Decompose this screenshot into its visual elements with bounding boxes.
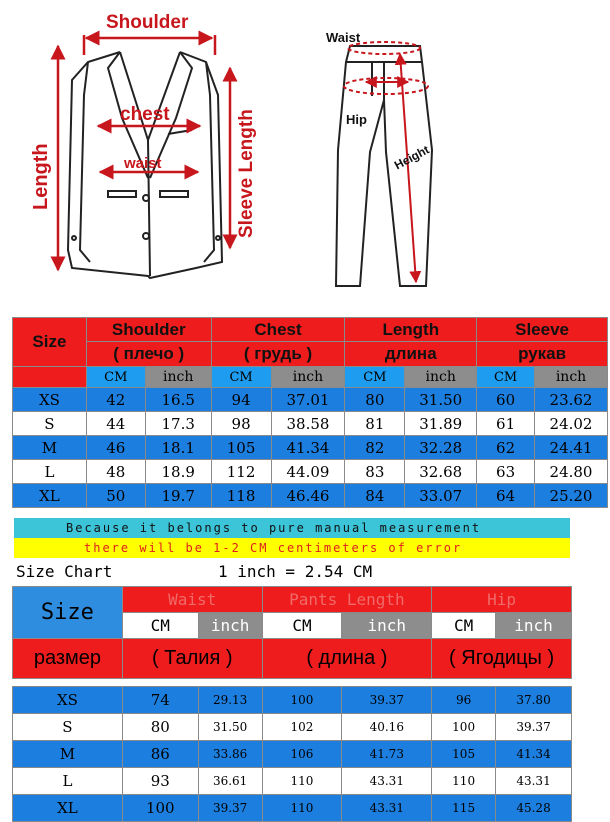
value-cell: 94: [211, 388, 271, 412]
size-cell: M: [13, 436, 87, 460]
size-cell: L: [13, 768, 123, 795]
table-row: [13, 460, 608, 484]
value-cell: 19.7: [145, 484, 211, 508]
table-row: [13, 741, 572, 768]
value-cell: 37.80: [496, 687, 572, 714]
value-cell: 93: [122, 768, 198, 795]
value-cell: 61: [477, 412, 535, 436]
value-cell: 23.62: [535, 388, 608, 412]
value-cell: 83: [345, 460, 405, 484]
length-ru-header: длина: [345, 342, 477, 367]
value-cell: 62: [477, 436, 535, 460]
value-cell: 115: [432, 795, 496, 822]
measurement-illustration: [0, 0, 610, 316]
table-row: [13, 687, 572, 714]
unit-inch: inch: [271, 367, 345, 388]
unit-cm: CM: [477, 367, 535, 388]
inch-conversion: 1 inch = 2.54 CM: [218, 562, 373, 581]
sleeve-ru-header: рукав: [477, 342, 608, 367]
value-cell: 46: [86, 436, 145, 460]
value-cell: 33.07: [405, 484, 477, 508]
value-cell: 41.34: [496, 741, 572, 768]
size-cell: XS: [13, 388, 87, 412]
size-header: Size: [13, 318, 87, 367]
shoulder-header: Shoulder: [86, 318, 211, 342]
value-cell: 24.41: [535, 436, 608, 460]
table-row: [13, 388, 608, 412]
unit-cm: CM: [211, 367, 271, 388]
value-cell: 24.80: [535, 460, 608, 484]
value-cell: 17.3: [145, 412, 211, 436]
jacket-size-table: [12, 317, 608, 508]
length-header: Length: [345, 318, 477, 342]
spacer-row: [13, 679, 572, 687]
chest-label: chest: [120, 104, 170, 125]
value-cell: 63: [477, 460, 535, 484]
value-cell: 100: [262, 687, 342, 714]
value-cell: 38.58: [271, 412, 345, 436]
table-row: [13, 484, 608, 508]
value-cell: 74: [122, 687, 198, 714]
unit-inch: inch: [145, 367, 211, 388]
value-cell: 32.28: [405, 436, 477, 460]
unit-inch: inch: [405, 367, 477, 388]
pants-length-ru-header: ( длина ): [262, 639, 432, 679]
pants-length-header: Pants Length: [262, 587, 432, 613]
unit-inch: inch: [496, 613, 572, 639]
value-cell: 110: [262, 768, 342, 795]
size-cell: XS: [13, 687, 123, 714]
value-cell: 86: [122, 741, 198, 768]
value-cell: 112: [211, 460, 271, 484]
unit-inch: inch: [535, 367, 608, 388]
table-row: [13, 412, 608, 436]
pants-size-table: [12, 586, 572, 822]
table-row: [13, 436, 608, 460]
illustration-svg: [0, 0, 610, 316]
value-cell: 110: [262, 795, 342, 822]
unit-cm: CM: [345, 367, 405, 388]
value-cell: 36.61: [198, 768, 262, 795]
hip-ru-header: ( Ягодицы ): [432, 639, 572, 679]
value-cell: 43.31: [342, 768, 432, 795]
size-cell: M: [13, 741, 123, 768]
value-cell: 18.9: [145, 460, 211, 484]
value-cell: 29.13: [198, 687, 262, 714]
value-cell: 45.28: [496, 795, 572, 822]
size-cell: L: [13, 460, 87, 484]
unit-cm: CM: [432, 613, 496, 639]
value-cell: 37.01: [271, 388, 345, 412]
size-cell: XL: [13, 484, 87, 508]
unit-cm: CM: [122, 613, 198, 639]
table-row: [13, 795, 572, 822]
waist-ru-header: ( Талия ): [122, 639, 262, 679]
value-cell: 41.73: [342, 741, 432, 768]
value-cell: 16.5: [145, 388, 211, 412]
value-cell: 32.68: [405, 460, 477, 484]
value-cell: 39.37: [496, 714, 572, 741]
value-cell: 43.31: [342, 795, 432, 822]
sleeve-header: Sleeve: [477, 318, 608, 342]
value-cell: 31.50: [198, 714, 262, 741]
value-cell: 105: [211, 436, 271, 460]
value-cell: 18.1: [145, 436, 211, 460]
value-cell: 84: [345, 484, 405, 508]
value-cell: 81: [345, 412, 405, 436]
value-cell: 48: [86, 460, 145, 484]
size-cell: S: [13, 714, 123, 741]
size-chart-title: Size Chart: [16, 562, 113, 581]
value-cell: 80: [122, 714, 198, 741]
waist-label: waist: [124, 155, 162, 172]
value-cell: 43.31: [496, 768, 572, 795]
pants-hip-label: Hip: [346, 112, 367, 127]
note-measurement-error: there will be 1-2 CM centimeters of error: [14, 538, 570, 558]
value-cell: 39.37: [198, 795, 262, 822]
unit-inch: inch: [342, 613, 432, 639]
chest-ru-header: ( грудь ): [211, 342, 345, 367]
value-cell: 102: [262, 714, 342, 741]
value-cell: 50: [86, 484, 145, 508]
size-header: Size: [13, 587, 123, 639]
value-cell: 44: [86, 412, 145, 436]
waist-header: Waist: [122, 587, 262, 613]
table-row: [13, 768, 572, 795]
value-cell: 60: [477, 388, 535, 412]
value-cell: 96: [432, 687, 496, 714]
pants-height-label: Height: [392, 142, 432, 173]
value-cell: 105: [432, 741, 496, 768]
value-cell: 41.34: [271, 436, 345, 460]
value-cell: 39.37: [342, 687, 432, 714]
shoulder-ru-header: ( плечо ): [86, 342, 211, 367]
note-manual-measurement: Because it belongs to pure manual measurement: [14, 518, 570, 538]
unit-cm: CM: [262, 613, 342, 639]
value-cell: 64: [477, 484, 535, 508]
value-cell: 44.09: [271, 460, 345, 484]
chest-header: Chest: [211, 318, 345, 342]
length-label: Length: [30, 143, 52, 210]
value-cell: 25.20: [535, 484, 608, 508]
sleeve-length-label: Sleeve Length: [236, 109, 257, 238]
size-cell: S: [13, 412, 87, 436]
value-cell: 46.46: [271, 484, 345, 508]
shoulder-label: Shoulder: [106, 12, 189, 33]
value-cell: 98: [211, 412, 271, 436]
value-cell: 33.86: [198, 741, 262, 768]
value-cell: 80: [345, 388, 405, 412]
value-cell: 110: [432, 768, 496, 795]
size-cell: XL: [13, 795, 123, 822]
unit-inch: inch: [198, 613, 262, 639]
value-cell: 82: [345, 436, 405, 460]
value-cell: 40.16: [342, 714, 432, 741]
value-cell: 24.02: [535, 412, 608, 436]
value-cell: 31.50: [405, 388, 477, 412]
unit-row-size-cell: [13, 367, 87, 388]
value-cell: 100: [432, 714, 496, 741]
table-row: [13, 714, 572, 741]
unit-cm: CM: [86, 367, 145, 388]
hip-header: Hip: [432, 587, 572, 613]
value-cell: 42: [86, 388, 145, 412]
value-cell: 100: [122, 795, 198, 822]
value-cell: 118: [211, 484, 271, 508]
pants-waist-label: Waist: [326, 30, 361, 45]
value-cell: 31.89: [405, 412, 477, 436]
size-ru-header: размер: [13, 639, 123, 679]
value-cell: 106: [262, 741, 342, 768]
